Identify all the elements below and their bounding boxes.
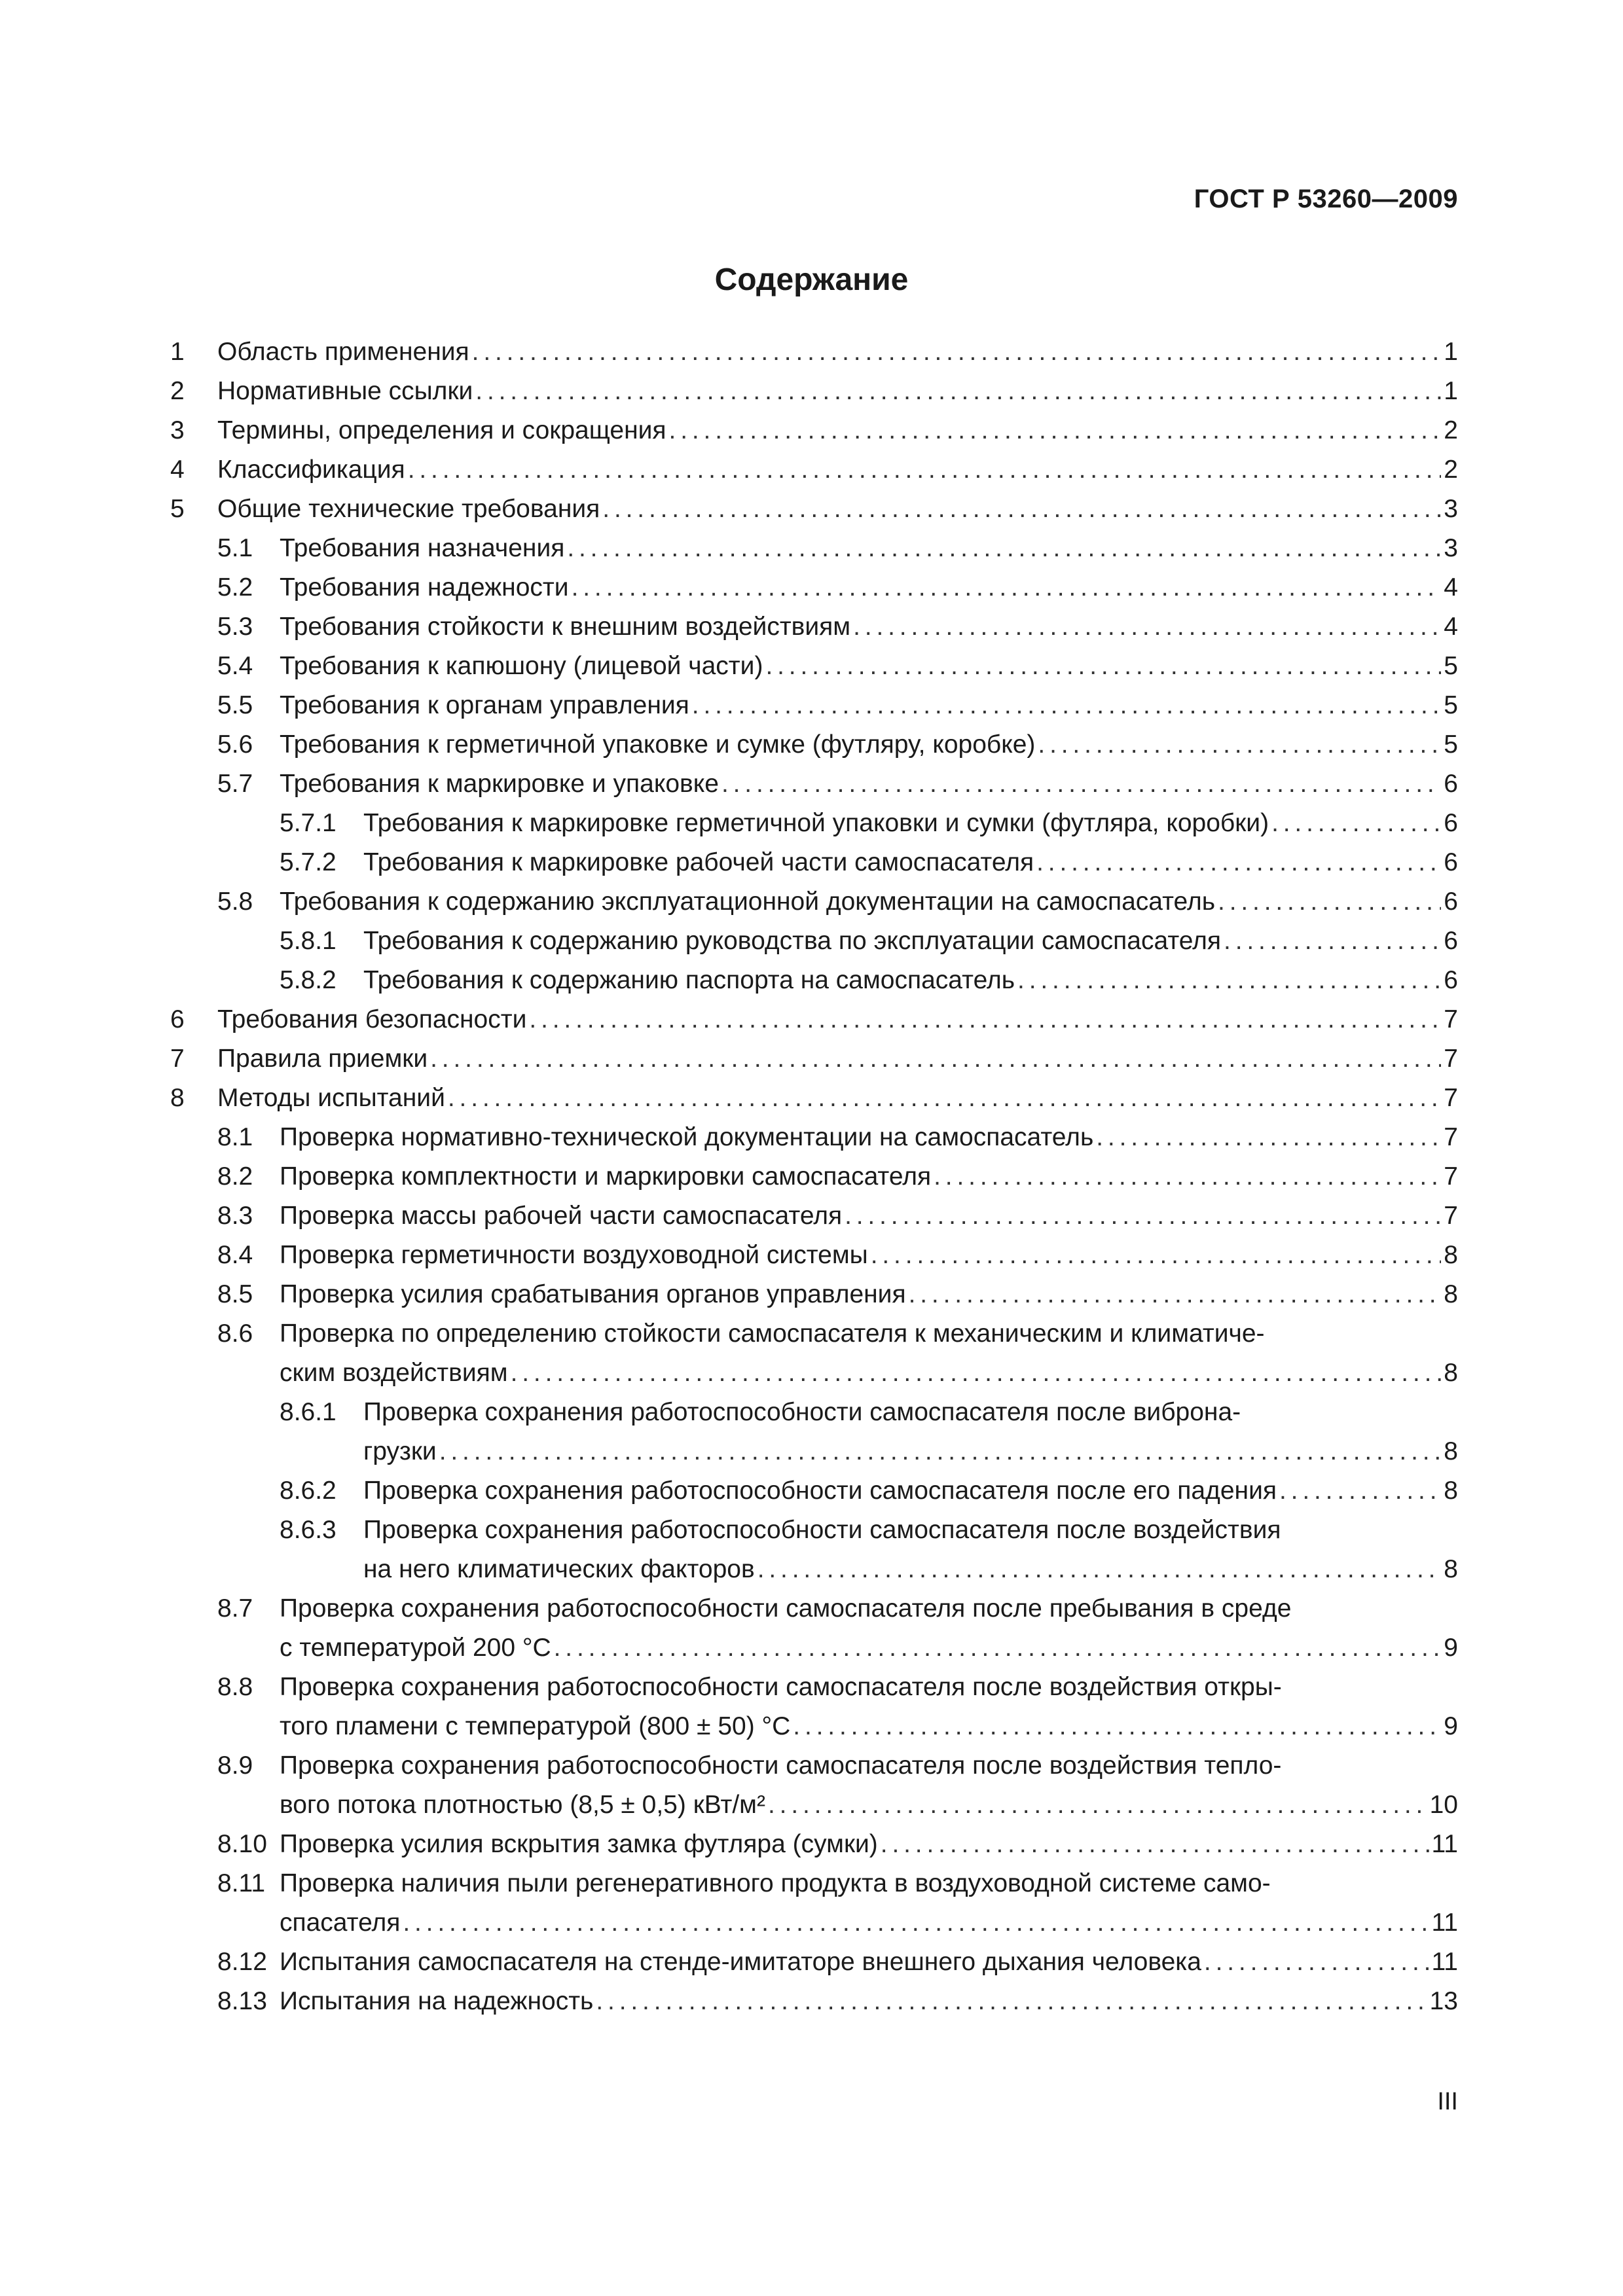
toc-dot-leader — [721, 764, 1441, 804]
toc-entry-title: Испытания на надежность — [280, 1987, 594, 2015]
toc-dot-leader — [529, 1000, 1441, 1039]
toc-entry-number: 8.8 — [217, 1673, 253, 1701]
toc-entry-page: 8 — [1444, 1359, 1458, 1387]
toc-dot-leader — [511, 1354, 1442, 1393]
toc-dot-leader — [909, 1275, 1442, 1314]
toc-entry[interactable] — [0, 1314, 1623, 1393]
toc-entry[interactable] — [0, 332, 1623, 372]
toc-entry-title: Правила приемки — [217, 1045, 428, 1073]
toc-entry[interactable] — [0, 961, 1623, 1000]
toc-entry-page: 8 — [1444, 1241, 1458, 1269]
page-number: III — [1437, 2088, 1458, 2115]
toc-entry-number: 8.11 — [217, 1869, 266, 1897]
toc-entry-title: Требования назначения — [280, 534, 565, 562]
toc-entry-title: Требования к герметичной упаковке и сумке (футляру, коробке) — [280, 730, 1036, 759]
toc-entry-title: Проверка сохранения работоспособности самоспасателя после его падения — [363, 1477, 1277, 1505]
toc-entry-page: 1 — [1444, 338, 1458, 366]
toc-dot-leader — [572, 568, 1442, 607]
toc-entry-number: 2 — [170, 377, 185, 405]
toc-entry-title: на него климатических факторов — [363, 1555, 755, 1583]
toc-entry-number: 3 — [170, 416, 185, 444]
toc-entry[interactable] — [0, 843, 1623, 882]
toc-entry[interactable] — [0, 922, 1623, 961]
toc-entry-title: Требования к содержанию паспорта на самоспасатель — [363, 966, 1015, 994]
toc-entry-number: 5.6 — [217, 730, 253, 759]
toc-entry-page: 11 — [1431, 1948, 1458, 1976]
toc-entry-page: 1 — [1444, 377, 1458, 405]
toc-dot-leader — [596, 1982, 1427, 2021]
toc-entry[interactable] — [0, 1746, 1623, 1825]
toc-entry[interactable] — [0, 1236, 1623, 1275]
toc-entry-page: 7 — [1444, 1202, 1458, 1230]
toc-entry-number: 5.4 — [217, 652, 253, 680]
toc-entry-number: 8.10 — [217, 1830, 267, 1858]
toc-dot-leader — [602, 490, 1441, 529]
toc-entry-page: 7 — [1444, 1123, 1458, 1151]
toc-entry[interactable] — [0, 450, 1623, 490]
toc-entry-number: 5.2 — [217, 573, 253, 601]
toc-entry-title: Требования к маркировке герметичной упаковки и сумки (футляра, коробки) — [363, 809, 1269, 837]
toc-entry-number: 5.5 — [217, 691, 253, 719]
toc-entry-number: 6 — [170, 1005, 185, 1033]
toc-entry[interactable] — [0, 1275, 1623, 1314]
toc-entry-page: 8 — [1444, 1477, 1458, 1505]
toc-entry[interactable] — [0, 1943, 1623, 1982]
toc-entry-title: того пламени с температурой (800 ± 50) °С — [280, 1712, 791, 1740]
toc-entry-number: 8.6 — [217, 1319, 253, 1348]
toc-entry[interactable] — [0, 764, 1623, 804]
toc-entry-page: 5 — [1444, 652, 1458, 680]
toc-entry-title-first-line: Проверка сохранения работоспособности самоспасателя после воздействия откры- — [280, 1673, 1282, 1701]
toc-dot-leader — [1036, 843, 1441, 882]
toc-entry[interactable] — [0, 1511, 1623, 1589]
document-code: ГОСТ Р 53260—2009 — [1194, 185, 1458, 213]
toc-dot-leader — [1279, 1471, 1441, 1511]
toc-entry[interactable] — [0, 372, 1623, 411]
toc-entry-title: Требования надежности — [280, 573, 569, 601]
toc-entry[interactable] — [0, 686, 1623, 725]
toc-entry-title: Требования к маркировке и упаковке — [280, 770, 719, 798]
toc-dot-leader — [448, 1079, 1441, 1118]
toc-entry-page: 6 — [1444, 848, 1458, 876]
toc-entry-number: 8.2 — [217, 1162, 253, 1191]
toc-entry-page: 10 — [1429, 1791, 1458, 1819]
toc-dot-leader — [472, 332, 1442, 372]
toc-entry-title: Нормативные ссылки — [217, 377, 473, 405]
toc-entry-title: Требования к содержанию руководства по эксплуатации самоспасателя — [363, 927, 1222, 955]
toc-entry[interactable] — [0, 568, 1623, 607]
toc-entry[interactable] — [0, 529, 1623, 568]
toc-entry-title: ским воздействиям — [280, 1359, 508, 1387]
toc-dot-leader — [1271, 804, 1441, 843]
toc-entry-number: 5.7.2 — [280, 848, 337, 876]
toc-entry-page: 6 — [1444, 927, 1458, 955]
toc-entry-page: 2 — [1444, 416, 1458, 444]
toc-entry-title: Проверка нормативно-технической документации на самоспасатель — [280, 1123, 1094, 1151]
toc-entry-page: 5 — [1444, 691, 1458, 719]
toc-entry-page: 7 — [1444, 1005, 1458, 1033]
toc-entry[interactable] — [0, 1393, 1623, 1471]
toc-entry-number: 8.6.1 — [280, 1398, 337, 1426]
toc-dot-leader — [757, 1550, 1442, 1589]
toc-entry-number: 5.8 — [217, 888, 253, 916]
toc-entry-number: 5.3 — [217, 613, 253, 641]
toc-entry-page: 11 — [1431, 1830, 1458, 1858]
toc-entry-page: 6 — [1444, 770, 1458, 798]
toc-dot-leader — [1224, 922, 1441, 961]
toc-entry-page: 4 — [1444, 613, 1458, 641]
toc-entry-title-first-line: Проверка наличия пыли регенеративного продукта в воздуховодной системе само- — [280, 1869, 1271, 1897]
toc-entry[interactable] — [0, 1196, 1623, 1236]
toc-entry-title: Термины, определения и сокращения — [217, 416, 666, 444]
toc-entry-title: Требования безопасности — [217, 1005, 527, 1033]
toc-entry-number: 8.12 — [217, 1948, 267, 1976]
toc-entry-number: 8.3 — [217, 1202, 253, 1230]
toc-entry-page: 6 — [1444, 809, 1458, 837]
toc-entry-number: 1 — [170, 338, 185, 366]
toc-entry-number: 5 — [170, 495, 185, 523]
page-title: Содержание — [714, 262, 909, 297]
toc-entry-title: Классификация — [217, 456, 405, 484]
toc-entry-number: 8.9 — [217, 1751, 253, 1780]
toc-entry-title: с температурой 200 °С — [280, 1634, 551, 1662]
toc-entry[interactable] — [0, 1589, 1623, 1668]
toc-entry-number: 8.1 — [217, 1123, 253, 1151]
toc-entry-number: 8.6.3 — [280, 1516, 337, 1544]
toc-dot-leader — [403, 1903, 1429, 1943]
toc-entry-number: 7 — [170, 1045, 185, 1073]
toc-entry-title: грузки — [363, 1437, 437, 1465]
toc-entry-page: 8 — [1444, 1437, 1458, 1465]
toc-entry-page: 6 — [1444, 888, 1458, 916]
toc-entry-page: 3 — [1444, 534, 1458, 562]
toc-entry-page: 7 — [1444, 1162, 1458, 1191]
toc-entry[interactable] — [0, 1471, 1623, 1511]
toc-entry-title: Требования к капюшону (лицевой части) — [280, 652, 763, 680]
toc-entry[interactable] — [0, 804, 1623, 843]
toc-entry-number: 8 — [170, 1084, 185, 1112]
toc-dot-leader — [845, 1196, 1441, 1236]
toc-entry-page: 13 — [1429, 1987, 1458, 2015]
toc-entry[interactable] — [0, 1864, 1623, 1943]
toc-entry-page: 6 — [1444, 966, 1458, 994]
toc-entry-title: Область применения — [217, 338, 469, 366]
toc-entry-number: 4 — [170, 456, 185, 484]
toc-entry[interactable] — [0, 882, 1623, 922]
toc-entry-title: спасателя — [280, 1909, 401, 1937]
toc-dot-leader — [1038, 725, 1441, 764]
toc-dot-leader — [554, 1628, 1442, 1668]
toc-entry-page: 7 — [1444, 1045, 1458, 1073]
toc-entry[interactable] — [0, 1982, 1623, 2021]
toc-dot-leader — [567, 529, 1441, 568]
toc-entry-title-first-line: Проверка сохранения работоспособности самоспасателя после пребывания в среде — [280, 1594, 1292, 1623]
toc-entry-title: Проверка массы рабочей части самоспасателя — [280, 1202, 843, 1230]
toc-entry[interactable] — [0, 1118, 1623, 1157]
toc-entry-title: Испытания самоспасателя на стенде-имитаторе внешнего дыхания человека — [280, 1948, 1201, 1976]
toc-dot-leader — [871, 1236, 1442, 1275]
toc-entry-page: 8 — [1444, 1280, 1458, 1308]
toc-entry-title: Проверка комплектности и маркировки самоспасателя — [280, 1162, 932, 1191]
toc-entry-page: 2 — [1444, 456, 1458, 484]
toc-dot-leader — [669, 411, 1442, 450]
toc-entry-title: Общие технические требования — [217, 495, 600, 523]
toc-entry-number: 8.4 — [217, 1241, 253, 1269]
toc-entry-page: 9 — [1444, 1712, 1458, 1740]
toc-entry-title-first-line: Проверка сохранения работоспособности самоспасателя после виброна- — [363, 1398, 1241, 1426]
toc-entry-page: 3 — [1444, 495, 1458, 523]
toc-dot-leader — [692, 686, 1442, 725]
toc-dot-leader — [1017, 961, 1441, 1000]
toc-entry-number: 8.13 — [217, 1987, 267, 2015]
toc-entry-title: Требования стойкости к внешним воздействиям — [280, 613, 851, 641]
toc-dot-leader — [430, 1039, 1441, 1079]
toc-entry-page: 5 — [1444, 730, 1458, 759]
toc-entry-number: 5.7 — [217, 770, 253, 798]
toc-entry-page: 4 — [1444, 573, 1458, 601]
toc-entry-number: 5.7.1 — [280, 809, 337, 837]
toc-entry-page: 7 — [1444, 1084, 1458, 1112]
toc-entry-title-first-line: Проверка сохранения работоспособности самоспасателя после воздействия тепло- — [280, 1751, 1282, 1780]
toc-dot-leader — [1204, 1943, 1429, 1982]
toc-dot-leader — [1218, 882, 1441, 922]
toc-entry[interactable] — [0, 1668, 1623, 1746]
toc-entry[interactable] — [0, 1825, 1623, 1864]
toc-entry-page: 11 — [1431, 1909, 1458, 1937]
toc-entry-page: 9 — [1444, 1634, 1458, 1662]
toc-entry[interactable] — [0, 607, 1623, 647]
toc-dot-leader — [1096, 1118, 1441, 1157]
toc-entry-title: Методы испытаний — [217, 1084, 445, 1112]
toc-dot-leader — [408, 450, 1442, 490]
toc-entry-number: 5.8.2 — [280, 966, 337, 994]
toc-dot-leader — [934, 1157, 1441, 1196]
toc-entry-number: 8.7 — [217, 1594, 253, 1623]
toc-entry-number: 5.1 — [217, 534, 253, 562]
toc-entry-title: Требования к маркировке рабочей части самоспасателя — [363, 848, 1034, 876]
toc-entry-title: Проверка усилия срабатывания органов управления — [280, 1280, 906, 1308]
toc-entry-title: Требования к органам управления — [280, 691, 689, 719]
toc-entry-title: Проверка усилия вскрытия замка футляра (сумки) — [280, 1830, 878, 1858]
toc-entry[interactable] — [0, 411, 1623, 450]
toc-entry-number: 8.5 — [217, 1280, 253, 1308]
toc-dot-leader — [475, 372, 1441, 411]
toc-dot-leader — [439, 1432, 1442, 1471]
toc-entry[interactable] — [0, 490, 1623, 529]
toc-entry-title: вого потока плотностью (8,5 ± 0,5) кВт/м² — [280, 1791, 765, 1819]
toc-entry-title-first-line: Проверка по определению стойкости самоспасателя к механическим и климатиче- — [280, 1319, 1265, 1348]
toc-entry[interactable] — [0, 1000, 1623, 1039]
toc-entry[interactable] — [0, 647, 1623, 686]
toc-dot-leader — [853, 607, 1441, 647]
toc-entry-number: 5.8.1 — [280, 927, 337, 955]
toc-entry-title-first-line: Проверка сохранения работоспособности самоспасателя после воздействия — [363, 1516, 1281, 1544]
toc-dot-leader — [765, 647, 1441, 686]
toc-entry-title: Проверка герметичности воздуховодной системы — [280, 1241, 868, 1269]
toc-entry[interactable] — [0, 725, 1623, 764]
toc-entry-title: Требования к содержанию эксплуатационной документации на самоспасатель — [280, 888, 1216, 916]
toc-entry[interactable] — [0, 1157, 1623, 1196]
toc-entry-page: 8 — [1444, 1555, 1458, 1583]
toc-dot-leader — [768, 1785, 1427, 1825]
toc-entry[interactable] — [0, 1039, 1623, 1079]
toc-entry-number: 8.6.2 — [280, 1477, 337, 1505]
toc-entry[interactable] — [0, 1079, 1623, 1118]
toc-dot-leader — [793, 1707, 1441, 1746]
toc-dot-leader — [881, 1825, 1429, 1864]
